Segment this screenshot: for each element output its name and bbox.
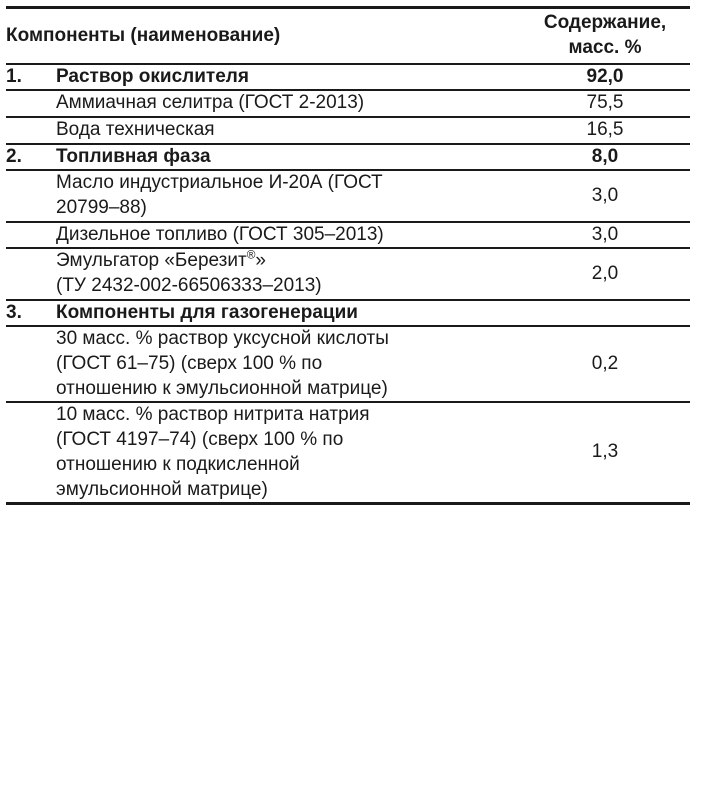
row-content-value: 3,0 xyxy=(520,222,690,249)
row-content-value: 75,5 xyxy=(520,90,690,117)
row-component-name: Вода техническая xyxy=(56,117,520,144)
table-row xyxy=(6,248,690,299)
row-content-value: 92,0 xyxy=(520,64,690,91)
row-component-name-line2: (ГОСТ 4197–74) (сверх 100 % по xyxy=(56,429,344,451)
table-row xyxy=(6,402,690,503)
row-content-value: 1,3 xyxy=(520,402,690,503)
row-number: 3. xyxy=(6,300,56,327)
row-component-name-line2: 20799–88) xyxy=(56,196,147,218)
row-content-value: 0,2 xyxy=(520,326,690,402)
row-component-name-line3: отношению к эмульсионной матрице) xyxy=(56,377,388,399)
row-component-name xyxy=(56,326,520,402)
row-content-value: 2,0 xyxy=(520,248,690,299)
column-header-content-percent xyxy=(520,8,690,64)
row-component-name-line1: 30 масс. % раствор уксусной кислоты xyxy=(56,328,389,350)
table-row xyxy=(6,144,690,171)
table-header-row xyxy=(6,8,690,64)
row-component-name-line1: Масло индустриальное И-20А (ГОСТ xyxy=(56,172,383,194)
row-number: 1. xyxy=(6,64,56,91)
table-header xyxy=(6,8,690,64)
row-content-value: 3,0 xyxy=(520,170,690,221)
table-row xyxy=(6,170,690,221)
row-number xyxy=(6,402,56,503)
row-component-name-line2: (ГОСТ 61–75) (сверх 100 % по xyxy=(56,353,323,375)
row-component-name xyxy=(56,402,520,503)
table-row xyxy=(6,222,690,249)
table-body xyxy=(6,64,690,504)
row-content-value xyxy=(520,300,690,327)
column-header-content-line2: масс. % xyxy=(568,36,642,58)
row-number xyxy=(6,117,56,144)
row-component-name-line2: (ТУ 2432-002-66506333–2013) xyxy=(56,275,322,296)
row-content-value: 8,0 xyxy=(520,144,690,171)
row-number: 2. xyxy=(6,144,56,171)
row-number xyxy=(6,90,56,117)
column-header-component-name: Компоненты (наименование) xyxy=(6,8,520,64)
table-row xyxy=(6,300,690,327)
row-content-value: 16,5 xyxy=(520,117,690,144)
table-row xyxy=(6,117,690,144)
row-number xyxy=(6,222,56,249)
column-header-content-line1: Содержание, xyxy=(543,12,667,34)
row-component-name-line1: 10 масс. % раствор нитрита натрия xyxy=(56,404,370,426)
row-component-name-line3: отношению к подкисленной xyxy=(56,453,300,475)
composition-table xyxy=(6,6,690,505)
row-number xyxy=(6,326,56,402)
registered-trademark-icon: ® xyxy=(246,248,256,262)
row-number xyxy=(6,170,56,221)
row-number xyxy=(6,248,56,299)
row-component-name: Топливная фаза xyxy=(56,144,520,171)
row-component-name xyxy=(56,248,520,299)
row-component-name: Аммиачная селитра (ГОСТ 2-2013) xyxy=(56,90,520,117)
row-component-name xyxy=(56,170,520,221)
row-component-name: Компоненты для газогенерации xyxy=(56,300,520,327)
row-component-name: Дизельное топливо (ГОСТ 305–2013) xyxy=(56,222,520,249)
table-row xyxy=(6,64,690,91)
row-component-name: Раствор окислителя xyxy=(56,64,520,91)
row-component-name-line1: Эмульгатор «Березит®» xyxy=(56,248,266,272)
table-row xyxy=(6,90,690,117)
table-row xyxy=(6,326,690,402)
row-component-name-line4: эмульсионной матрице) xyxy=(56,478,268,500)
